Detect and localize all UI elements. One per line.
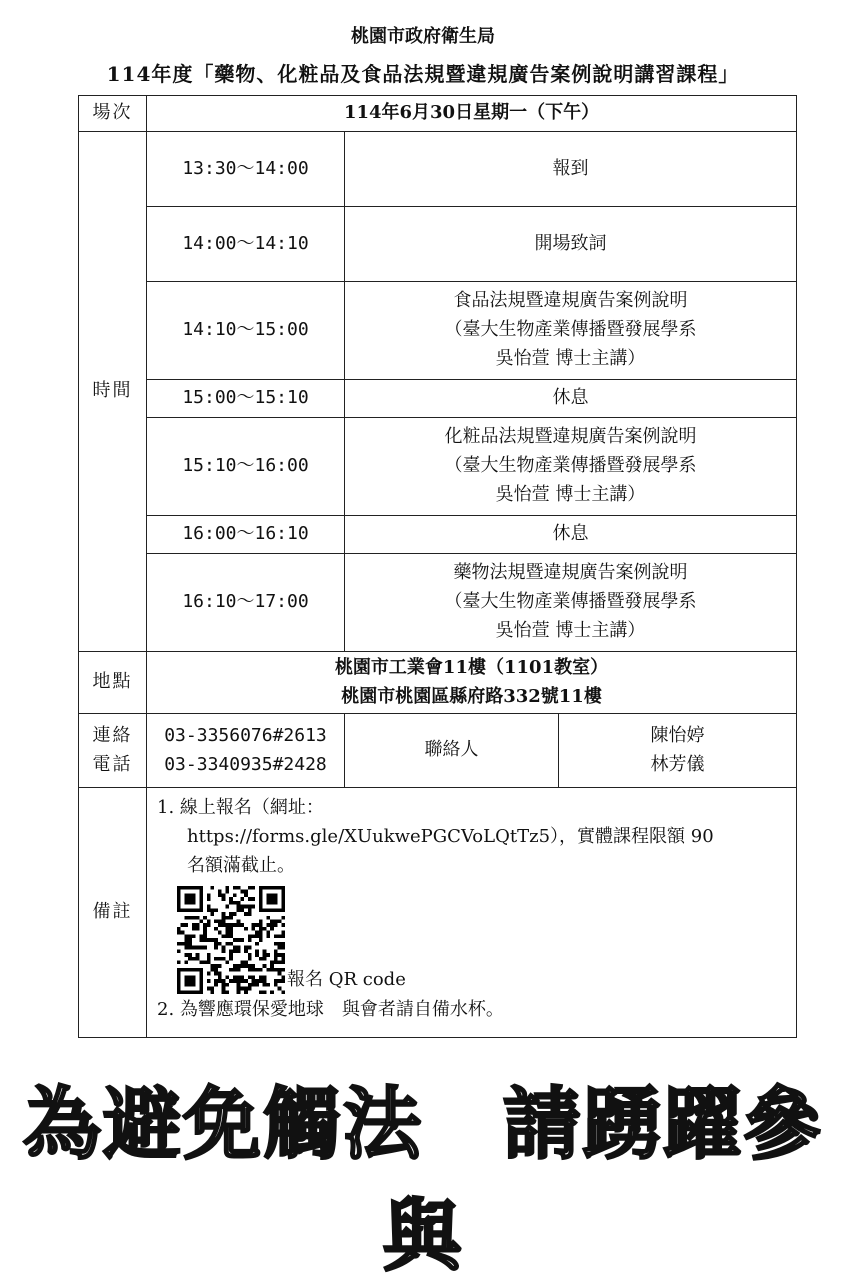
schedule-activity: [345, 418, 797, 516]
lecturer-name: 吳怡萱 博士主講）: [495, 347, 646, 369]
schedule-time: 15:00～15:10: [147, 380, 345, 418]
notes-label: 備註: [79, 788, 147, 1038]
schedule-row: [79, 282, 797, 380]
contact-label: [79, 714, 147, 788]
schedule-time: 14:00～14:10: [147, 207, 345, 282]
lecturer-affiliation: （臺大生物產業傳播暨發展學系: [444, 591, 697, 613]
location-address: 桃園市桃園區縣府路332號11樓: [341, 685, 602, 707]
schedule-time: 14:10～15:00: [147, 282, 345, 380]
lecturer-affiliation: （臺大生物產業傳播暨發展學系: [444, 319, 697, 341]
contact-phones: [147, 714, 345, 788]
registration-qr-code[interactable]: [177, 886, 285, 994]
contact-person-name: 陳怡婷: [650, 724, 705, 746]
schedule-activity: 休息: [345, 380, 797, 418]
contact-label-line: 連絡: [92, 724, 133, 746]
lecturer-affiliation: （臺大生物產業傳播暨發展學系: [444, 455, 697, 477]
course-schedule-table: [78, 95, 797, 1038]
schedule-activity: 報到: [345, 132, 797, 207]
session-date: 114年6月30日星期一（下午）: [147, 96, 797, 132]
note-item-2: 2. 為響應環保愛地球 與會者請自備水杯。: [157, 999, 504, 1021]
qr-block: [177, 886, 786, 994]
lecturer-name: 吳怡萱 博士主講）: [495, 483, 646, 505]
time-label: 時間: [79, 132, 147, 652]
lecturer-name: 吳怡萱 博士主講）: [495, 619, 646, 641]
registration-url[interactable]: https://forms.gle/XUukwePGCVoLQtTz5），實體課程限額 90: [187, 825, 714, 847]
schedule-row: [79, 207, 797, 282]
contact-person-name: 林芳儀: [650, 753, 705, 775]
location-value: [147, 652, 797, 714]
schedule-time: 13:30～14:00: [147, 132, 345, 207]
note-item-1-cont: 名額滿截止。: [187, 854, 295, 876]
schedule-row: [79, 516, 797, 554]
location-venue: 桃園市工業會11樓（1101教室）: [334, 656, 609, 678]
slogan: 為避免觸法 請踴躍參與: [22, 1080, 823, 1282]
qr-caption: 報名 QR code: [287, 968, 406, 990]
schedule-activity: [345, 282, 797, 380]
schedule-row: [79, 554, 797, 652]
schedule-time: 16:00～16:10: [147, 516, 345, 554]
course-title: 114年度「藥物、化粧品及食品法規暨違規廣告案例說明講習課程」: [106, 62, 740, 86]
document-org-title: 桃園市政府衛生局: [351, 26, 495, 47]
contact-label-line: 電話: [92, 753, 133, 775]
phone-number: 03-3340935#2428: [164, 753, 327, 775]
note-item-1: 1. 線上報名（網址：: [157, 797, 324, 818]
contact-person-label: 聯絡人: [345, 714, 559, 788]
schedule-activity: [345, 554, 797, 652]
phone-number: 03-3356076#2613: [164, 724, 327, 746]
schedule-row: [79, 418, 797, 516]
contact-persons: [559, 714, 797, 788]
lecture-topic: 藥物法規暨違規廣告案例說明: [453, 562, 688, 584]
schedule-time: 16:10～17:00: [147, 554, 345, 652]
schedule-time: 15:10～16:00: [147, 418, 345, 516]
session-label: 場次: [79, 96, 147, 132]
schedule-activity: 休息: [345, 516, 797, 554]
lecture-topic: 化粧品法規暨違規廣告案例說明: [444, 426, 697, 448]
schedule-activity: 開場致詞: [345, 207, 797, 282]
location-label: 地點: [79, 652, 147, 714]
lecture-topic: 食品法規暨違規廣告案例說明: [453, 290, 688, 312]
notes-content: [147, 788, 797, 1038]
schedule-row: [79, 380, 797, 418]
schedule-row: [79, 132, 797, 207]
